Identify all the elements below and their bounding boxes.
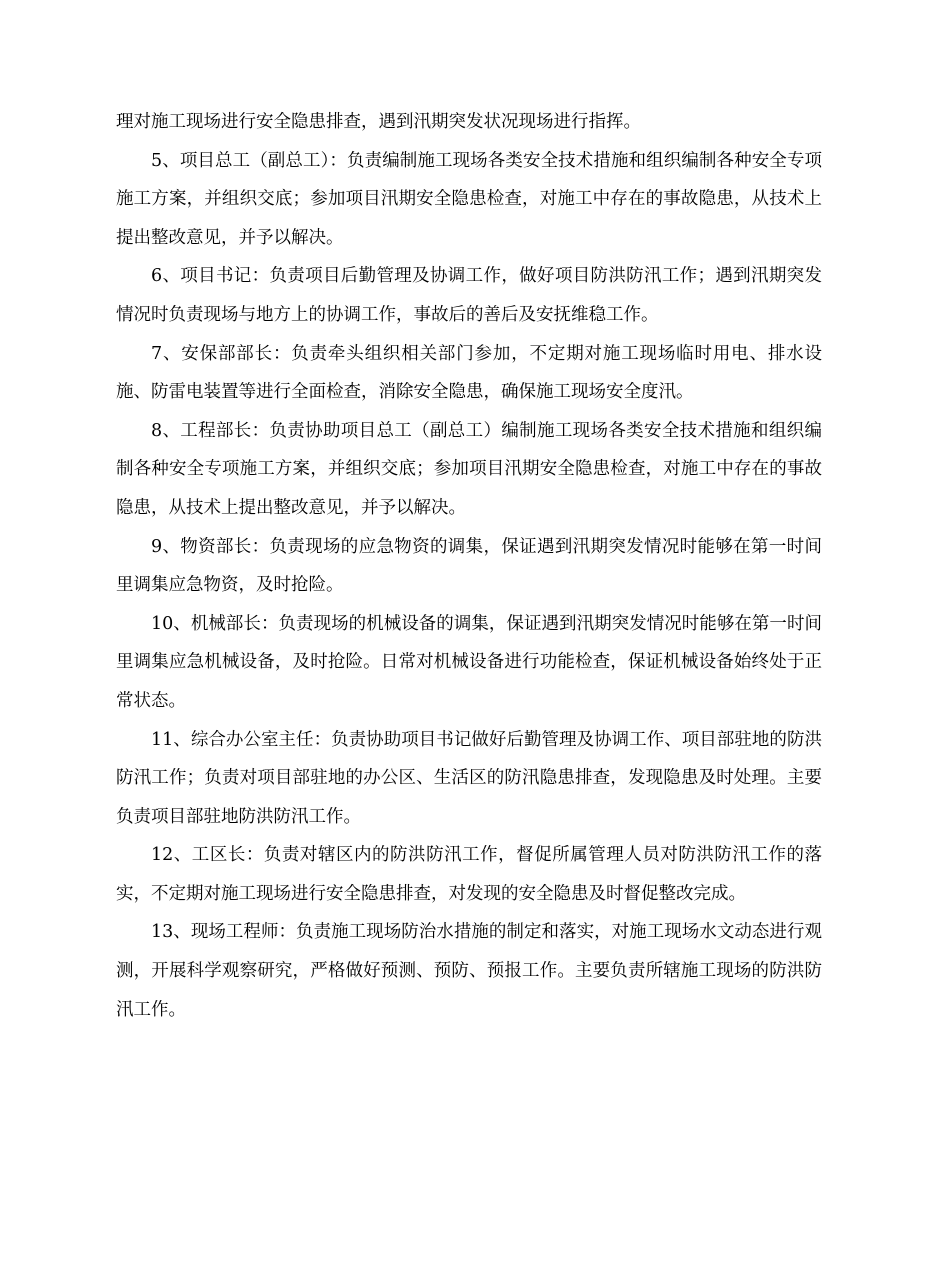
paragraph-chief-engineer: 5、项目总工（副总工）：负责编制施工现场各类安全技术措施和组织编制各种安全专项施工方案，并组织交底；参加项目汛期安全隐患检查，对施工中存在的事故隐患，从技术上提出整改意见，并予以解决。 (116, 150, 822, 248)
paragraph-project-secretary: 6、项目书记：负责项目后勤管理及协调工作，做好项目防洪防汛工作；遇到汛期突发情况时负责现场与地方上的协调工作，事故后的善后及安抚维稳工作。 (116, 266, 822, 325)
paragraph-machinery-head: 10、机械部长：负责现场的机械设备的调集，保证遇到汛期突发情况时能够在第一时间里调集应急机械设备，及时抢险。日常对机械设备进行功能检查，保证机械设备始终处于正常状态。 (116, 613, 822, 711)
paragraph-work-area-head: 12、工区长：负责对辖区内的防洪防汛工作，督促所属管理人员对防洪防汛工作的落实，不定期对施工现场进行安全隐患排查，对发现的安全隐患及时督促整改完成。 (116, 845, 822, 904)
paragraph-security-head: 7、安保部部长：负责牵头组织相关部门参加，不定期对施工现场临时用电、排水设施、防雷电装置等进行全面检查，消除安全隐患，确保施工现场安全度汛。 (116, 343, 822, 403)
paragraph-materials-head: 9、物资部长：负责现场的应急物资的调集，保证遇到汛期突发情况时能够在第一时间里调集应急物资，及时抢险。 (116, 536, 822, 596)
document-body (116, 103, 822, 1029)
paragraph-engineering-head: 8、工程部长：负责协助项目总工（副总工）编制施工现场各类安全技术措施和组织编制各种安全专项施工方案，并组织交底；参加项目汛期安全隐患检查，对施工中存在的事故隐患，从技术上提出整改意见，并予以解决。 (116, 420, 822, 518)
paragraph-office-director: 11、综合办公室主任：负责协助项目书记做好后勤管理及协调工作、项目部驻地的防洪防汛工作；负责对项目部驻地的办公区、生活区的防汛隐患排查，发现隐患及时处理。主要负责项目部驻地防洪防汛工作。 (116, 729, 822, 827)
paragraph-continued: 理对施工现场进行安全隐患排查，遇到汛期突发状况现场进行指挥。 (116, 112, 641, 132)
paragraph-site-engineer: 13、现场工程师：负责施工现场防治水措施的制定和落实，对施工现场水文动态进行观测，开展科学观察研究，严格做好预测、预防、预报工作。主要负责所辖施工现场的防洪防汛工作。 (116, 922, 822, 1020)
